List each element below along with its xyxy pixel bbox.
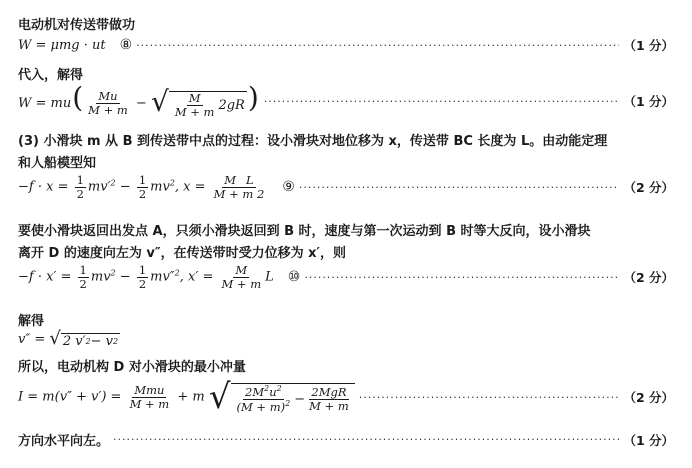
heading-motor-work <box>18 14 674 33</box>
equation-10-row <box>18 264 674 290</box>
equation-v: v″ = √ 2 v′ 2 − v 2 <box>18 328 119 349</box>
equation-i-row <box>18 377 674 417</box>
direction-text: 方向水平向左。 <box>18 434 110 449</box>
paragraph-text: 要使小滑块返回出发点 A，只须小滑块返回到 B 时，速度与第一次运动到 B 时等大反向，设小滑块 <box>18 224 591 239</box>
score-label: （2 分） <box>623 390 674 405</box>
substitute-text: 代入，解得 <box>18 68 84 83</box>
impulse-text: 所以，电动机构 D 对小滑块的最小冲量 <box>18 360 246 375</box>
equation-9-row <box>18 174 674 200</box>
leader-dots <box>113 433 619 446</box>
text-min-impulse <box>18 356 674 375</box>
text-solve <box>18 310 674 329</box>
equation-10-marker: ⑩ <box>287 269 301 286</box>
equation-9: −f · x = $\frac{1}{2}$ $mv'^2$ − $\frac{1}{2}$ $mv^2$, x = $\frac{\text{M L}}{M + m 2}$ <box>18 173 265 201</box>
paragraph-text: 离开 D 的速度向左为 v″，在传送带时受力位移为 x′，则 <box>18 246 346 261</box>
leader-dots <box>136 39 619 52</box>
equation-w: W = mu( $\frac{Mu}{M + m}$ − √ $\frac{M}{M + m}$ 2gR ) <box>18 81 259 119</box>
equation-v-row <box>18 330 674 349</box>
direction-row <box>18 430 674 449</box>
paragraph-3-line-2 <box>18 152 674 171</box>
equation-8-row <box>18 36 674 54</box>
paragraph-text: (3) 小滑块 m 从 B 到传送带中点的过程：设小滑块对地位移为 x，传送带 BC 长度为 L。由动能定理 <box>18 134 608 149</box>
text-substitute <box>18 64 674 83</box>
paragraph-text: 和人船模型知 <box>18 156 97 171</box>
paragraph-3-line-1 <box>18 130 674 149</box>
leader-dots <box>264 95 620 108</box>
equation-10: −f · x′ = $\frac{1}{2}$ $mv^2$ − $\frac{1}{2}$ mv″$^2$, x′ = $\frac{M}{M + m}$ L <box>18 263 274 291</box>
score-label: （2 分） <box>623 180 674 196</box>
score-label: （1 分） <box>623 38 674 53</box>
leader-dots <box>299 181 620 194</box>
score-label: （1 分） <box>623 94 674 110</box>
equation-8: W = μmg · ut <box>18 37 106 53</box>
solve-text: 解得 <box>18 314 45 329</box>
equation-9-marker: ⑨ <box>282 179 295 196</box>
equation-w-row <box>18 81 674 119</box>
leader-dots <box>304 271 619 284</box>
paragraph-4-line-2 <box>18 242 674 261</box>
score-label: （1 分） <box>623 432 674 448</box>
paragraph-4-line-1 <box>18 220 674 239</box>
equation-i: I = m(v″ + v′) = $\frac{\text{Mmu}}{M + m}$ + m √ $\frac{2M^2u^2}{(M + m)^2}$ − $\frac{\text{2MgR}}{M + m}$ <box>18 380 355 414</box>
heading-text: 电动机对传送带做功 <box>18 18 136 33</box>
equation-8-marker: ⑧ <box>119 37 133 53</box>
leader-dots <box>359 391 620 404</box>
score-label: （2 分） <box>623 270 674 286</box>
